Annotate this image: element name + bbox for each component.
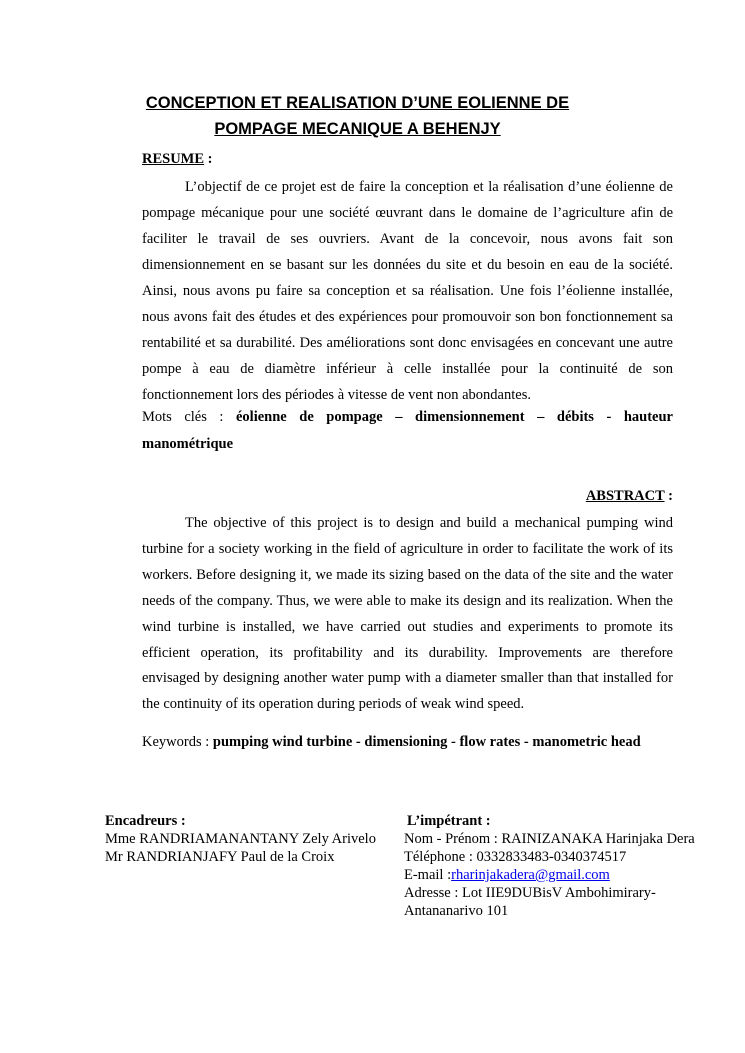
abstract-paragraph: The objective of this project is to design and build a mechanical pumping wind turbine for a society working in the field of agriculture in order to facilitate the work of its workers. Before designing it, we made its sizing based on the data of the site and the water needs of the company. Thus, we were able to make its design and its realization. When the wind turbine is installed, we have carried out studies and experiments to promote its efficient operation, its profitability and its durability. Improvements are therefore envisaged by designing another water pump with a diameter smaller than that installed for the continuity of its operation during periods of weak wind speed. bbox=[142, 515, 673, 713]
resume-keywords-label: Mots clés : bbox=[142, 409, 236, 425]
student-phone: Téléphone : 0332833483-0340374517 bbox=[404, 849, 627, 865]
abstract-heading-label: ABSTRACT bbox=[585, 488, 665, 504]
student-block bbox=[404, 812, 695, 920]
resume-keywords-continued bbox=[142, 431, 673, 458]
student-address-line1: Adresse : Lot IIE9DUBisV Ambohimirary- bbox=[404, 885, 656, 901]
document-title: CONCEPTION ET REALISATION D’UNE EOLIENNE DE POMPAGE MECANIQUE A BEHENJY bbox=[145, 94, 570, 138]
resume-heading-label: RESUME bbox=[142, 151, 205, 167]
resume-keywords-line2: manométrique bbox=[142, 436, 234, 452]
supervisor-name: Mme RANDRIAMANANTANY Zely Arivelo bbox=[105, 831, 376, 847]
abstract-keywords bbox=[142, 729, 673, 756]
supervisors-heading: Encadreurs : bbox=[105, 813, 186, 829]
email-link[interactable]: rharinjakadera@gmail.com bbox=[451, 867, 610, 883]
supervisors-block bbox=[105, 812, 376, 866]
resume-keywords bbox=[142, 404, 673, 431]
resume-paragraph: L’objectif de ce projet est de faire la conception et la réalisation d’une éolienne de pompage mécanique pour une société œuvrant dans le domaine de l’agriculture afin de faciliter le travail de ses ouvriers. Avant de la concevoir, nous avons fait son dimensionnement en se basant sur les données du site et du besoin en eau de la société. Ainsi, nous avons pu faire sa conception et sa réalisation. Une fois l’éolienne installée, nous avons fait des études et des expériences pour promouvoir son bon fonctionnement sa rentabilité et sa durabilité. Des améliorations sont donc envisagées en concevant une autre pompe à eau de diamètre inférieur à celle installée pour la continuité de son fonctionnement lors des périodes à vitesse de vent non abondantes. bbox=[142, 179, 673, 403]
student-address-line2: Antananarivo 101 bbox=[404, 903, 509, 919]
email-label: E-mail : bbox=[404, 867, 452, 883]
student-email-line bbox=[404, 866, 695, 884]
resume-heading bbox=[142, 151, 213, 168]
resume-keywords-line1: éolienne de pompage – dimensionnement – débits - hauteur bbox=[235, 409, 673, 425]
abstract-heading-colon: : bbox=[664, 488, 673, 504]
supervisor-name: Mr RANDRIANJAFY Paul de la Croix bbox=[105, 849, 335, 865]
abstract-keywords-value: pumping wind turbine - dimensioning - flow rates - manometric head bbox=[212, 734, 641, 750]
student-name: Nom - Prénom : RAINIZANAKA Harinjaka Dera bbox=[404, 831, 695, 847]
student-heading: L’impétrant : bbox=[407, 813, 491, 829]
abstract-keywords-label: Keywords : bbox=[142, 734, 213, 750]
abstract-heading bbox=[586, 488, 673, 505]
resume-heading-colon: : bbox=[204, 151, 213, 167]
